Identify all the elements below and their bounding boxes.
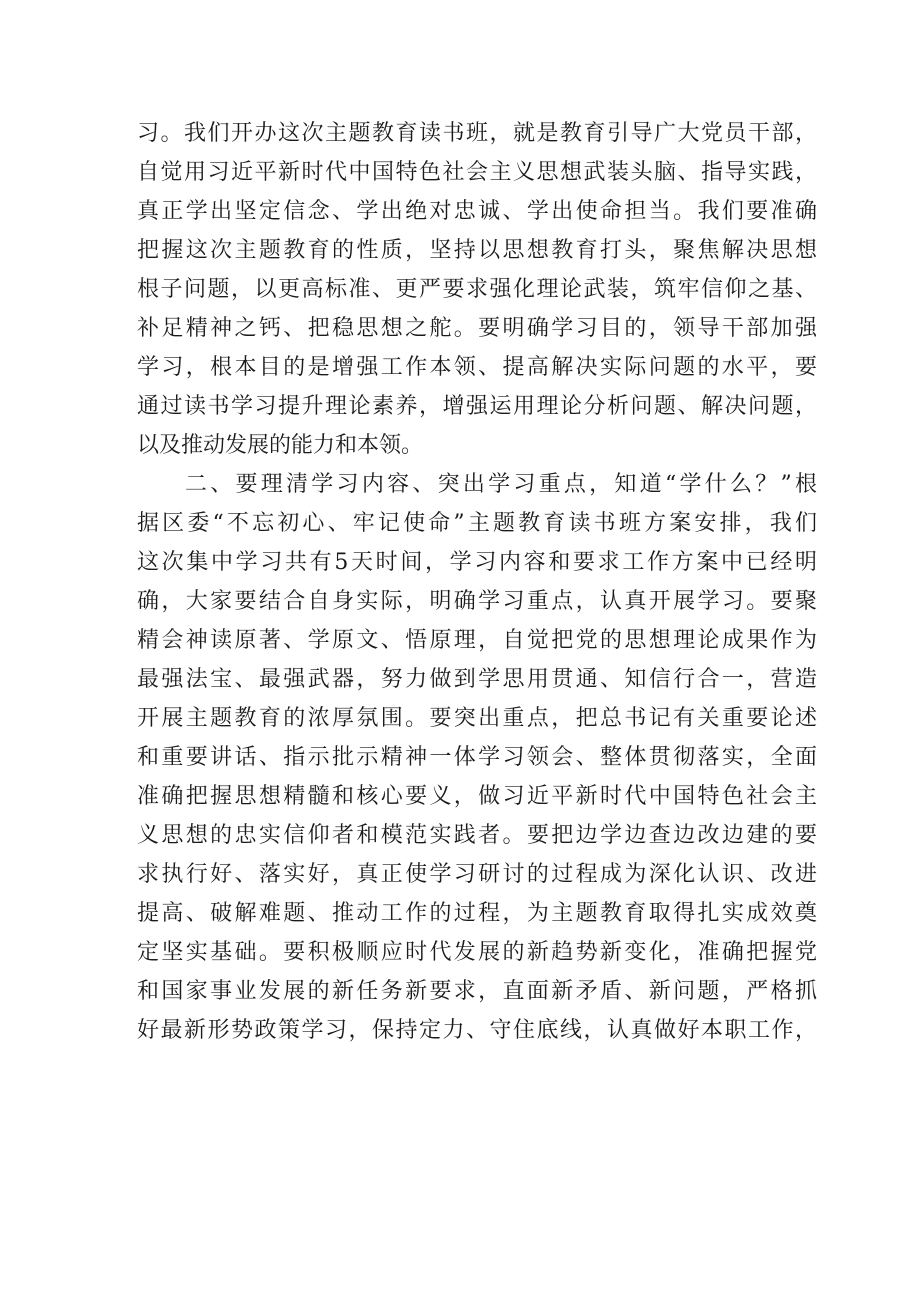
paragraph-line: 求执行好、落实好，真正使学习研讨的过程成为深化认识、改进 bbox=[137, 862, 817, 887]
paragraph-line: 和重要讲话、指示批示精神一体学习领会、整体贯彻落实，全面 bbox=[137, 745, 817, 770]
paragraph-line: 准确把握思想精髓和核心要义，做习近平新时代中国特色社会主 bbox=[137, 784, 817, 809]
paragraph-line: 最强法宝、最强武器，努力做到学思用贯通、知信行合一，营造 bbox=[137, 667, 817, 692]
paragraph-line: 自觉用习近平新时代中国特色社会主义思想武装头脑、指导实践， bbox=[137, 160, 817, 185]
paragraph-line: 据区委“不忘初心、牢记使命”主题教育读书班方案安排，我们 bbox=[137, 511, 817, 536]
paragraph-2 bbox=[137, 465, 817, 1050]
paragraph-line: 和国家事业发展的新任务新要求，直面新矛盾、新问题，严格抓 bbox=[137, 979, 817, 1004]
paragraph-line: 二、要理清学习内容、突出学习重点，知道“学什么？”根 bbox=[185, 472, 817, 497]
paragraph-line: 精会神读原著、学原文、悟原理，自觉把党的思想理论成果作为 bbox=[137, 628, 817, 653]
paragraph-line: 确，大家要结合自身实际，明确学习重点，认真开展学习。要聚 bbox=[137, 589, 817, 614]
paragraph-line: 把握这次主题教育的性质，坚持以思想教育打头，聚焦解决思想 bbox=[137, 238, 817, 263]
paragraph-line: 习。我们开办这次主题教育读书班，就是教育引导广大党员干部， bbox=[137, 121, 817, 146]
paragraph-line: 根子问题，以更高标准、更严要求强化理论武装，筑牢信仰之基、 bbox=[137, 277, 817, 302]
paragraph-line: 义思想的忠实信仰者和模范实践者。要把边学边查边改边建的要 bbox=[137, 823, 817, 848]
paragraph-line: 学习，根本目的是增强工作本领、提高解决实际问题的水平，要 bbox=[137, 355, 817, 380]
paragraph-line: 补足精神之钙、把稳思想之舵。要明确学习目的，领导干部加强 bbox=[137, 316, 817, 341]
paragraph-line: 开展主题教育的浓厚氛围。要突出重点，把总书记有关重要论述 bbox=[137, 706, 817, 731]
paragraph-line: 好最新形势政策学习，保持定力、守住底线，认真做好本职工作， bbox=[137, 1018, 817, 1043]
paragraph-line: 以及推动发展的能力和本领。 bbox=[137, 433, 424, 458]
document-body bbox=[137, 114, 817, 1050]
paragraph-line: 提高、破解难题、推动工作的过程，为主题教育取得扎实成效奠 bbox=[137, 901, 817, 926]
paragraph-line: 通过读书学习提升理论素养，增强运用理论分析问题、解决问题， bbox=[137, 394, 817, 419]
paragraph-1 bbox=[137, 114, 817, 465]
paragraph-line: 真正学出坚定信念、学出绝对忠诚、学出使命担当。我们要准确 bbox=[137, 199, 817, 224]
paragraph-line: 定坚实基础。要积极顺应时代发展的新趋势新变化，准确把握党 bbox=[137, 940, 817, 965]
paragraph-line: 这次集中学习共有5天时间，学习内容和要求工作方案中已经明 bbox=[137, 550, 817, 575]
